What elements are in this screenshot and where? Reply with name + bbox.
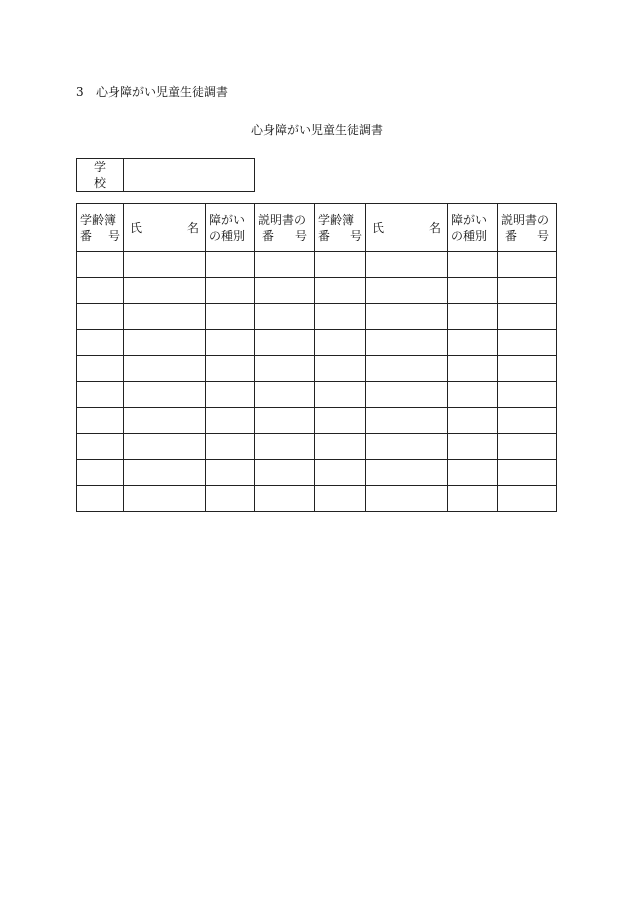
disability-type-cell[interactable] xyxy=(448,382,498,408)
statement-number-cell[interactable] xyxy=(498,486,557,512)
register-number-cell[interactable] xyxy=(315,252,366,278)
disability-type-cell[interactable] xyxy=(448,356,498,382)
statement-number-cell[interactable] xyxy=(255,356,315,382)
school-table xyxy=(76,158,255,192)
name-cell[interactable] xyxy=(124,304,206,330)
register-number-cell[interactable] xyxy=(77,408,124,434)
statement-number-cell[interactable] xyxy=(498,330,557,356)
name-cell[interactable] xyxy=(366,382,448,408)
name-cell[interactable] xyxy=(366,278,448,304)
table-row xyxy=(77,486,557,512)
header-disability-type: 障がい の種別 xyxy=(448,204,498,252)
statement-number-cell[interactable] xyxy=(498,304,557,330)
register-number-cell[interactable] xyxy=(315,330,366,356)
table-row xyxy=(77,252,557,278)
name-cell[interactable] xyxy=(366,434,448,460)
name-cell[interactable] xyxy=(366,408,448,434)
register-number-cell[interactable] xyxy=(77,486,124,512)
register-number-cell[interactable] xyxy=(315,486,366,512)
name-cell[interactable] xyxy=(366,460,448,486)
disability-type-cell[interactable] xyxy=(206,434,255,460)
name-cell[interactable] xyxy=(366,252,448,278)
disability-type-cell[interactable] xyxy=(448,252,498,278)
register-number-cell[interactable] xyxy=(77,330,124,356)
table-row xyxy=(77,356,557,382)
disability-type-cell[interactable] xyxy=(448,304,498,330)
header-name: 氏 名 xyxy=(366,204,448,252)
disability-type-cell[interactable] xyxy=(206,304,255,330)
table-header-row xyxy=(77,204,557,252)
header-disability-type: 障がい の種別 xyxy=(206,204,255,252)
register-number-cell[interactable] xyxy=(315,304,366,330)
section-title: 心身障がい児童生徒調書 xyxy=(96,85,229,99)
statement-number-cell[interactable] xyxy=(255,330,315,356)
statement-number-cell[interactable] xyxy=(255,278,315,304)
students-table xyxy=(76,203,557,512)
school-label: 学 校 xyxy=(77,159,124,192)
statement-number-cell[interactable] xyxy=(255,252,315,278)
document-title: 心身障がい児童生徒調書 xyxy=(250,123,383,137)
statement-number-cell[interactable] xyxy=(498,278,557,304)
table-row xyxy=(77,408,557,434)
statement-number-cell[interactable] xyxy=(498,356,557,382)
name-cell[interactable] xyxy=(366,486,448,512)
header-statement-number: 説明書の 番 号 xyxy=(255,204,315,252)
register-number-cell[interactable] xyxy=(77,382,124,408)
register-number-cell[interactable] xyxy=(77,304,124,330)
table-row xyxy=(77,434,557,460)
name-cell[interactable] xyxy=(124,460,206,486)
school-field[interactable] xyxy=(124,159,255,192)
disability-type-cell[interactable] xyxy=(206,252,255,278)
header-register-number: 学齢簿 番 号 xyxy=(77,204,124,252)
name-cell[interactable] xyxy=(124,252,206,278)
register-number-cell[interactable] xyxy=(77,460,124,486)
name-cell[interactable] xyxy=(366,330,448,356)
register-number-cell[interactable] xyxy=(77,278,124,304)
disability-type-cell[interactable] xyxy=(448,486,498,512)
disability-type-cell[interactable] xyxy=(448,330,498,356)
statement-number-cell[interactable] xyxy=(255,304,315,330)
table-row xyxy=(77,460,557,486)
register-number-cell[interactable] xyxy=(315,382,366,408)
disability-type-cell[interactable] xyxy=(448,278,498,304)
name-cell[interactable] xyxy=(366,304,448,330)
header-name: 氏 名 xyxy=(124,204,206,252)
name-cell[interactable] xyxy=(124,486,206,512)
register-number-cell[interactable] xyxy=(315,460,366,486)
statement-number-cell[interactable] xyxy=(255,434,315,460)
statement-number-cell[interactable] xyxy=(255,382,315,408)
name-cell[interactable] xyxy=(124,382,206,408)
section-heading xyxy=(76,84,228,100)
disability-type-cell[interactable] xyxy=(206,278,255,304)
header-statement-number: 説明書の 番 号 xyxy=(498,204,557,252)
section-number: 3 xyxy=(76,85,84,99)
name-cell[interactable] xyxy=(124,434,206,460)
table-row xyxy=(77,278,557,304)
disability-type-cell[interactable] xyxy=(206,460,255,486)
disability-type-cell[interactable] xyxy=(206,486,255,512)
name-cell[interactable] xyxy=(124,278,206,304)
disability-type-cell[interactable] xyxy=(448,434,498,460)
register-number-cell[interactable] xyxy=(315,356,366,382)
disability-type-cell[interactable] xyxy=(448,460,498,486)
statement-number-cell[interactable] xyxy=(255,460,315,486)
register-number-cell[interactable] xyxy=(315,408,366,434)
statement-number-cell[interactable] xyxy=(498,408,557,434)
name-cell[interactable] xyxy=(124,408,206,434)
disability-type-cell[interactable] xyxy=(448,408,498,434)
statement-number-cell[interactable] xyxy=(498,382,557,408)
statement-number-cell[interactable] xyxy=(498,252,557,278)
name-cell[interactable] xyxy=(124,356,206,382)
register-number-cell[interactable] xyxy=(77,252,124,278)
table-row xyxy=(77,304,557,330)
statement-number-cell[interactable] xyxy=(498,460,557,486)
table-row xyxy=(77,330,557,356)
disability-type-cell[interactable] xyxy=(206,408,255,434)
register-number-cell[interactable] xyxy=(315,278,366,304)
statement-number-cell[interactable] xyxy=(498,434,557,460)
disability-type-cell[interactable] xyxy=(206,382,255,408)
register-number-cell[interactable] xyxy=(77,434,124,460)
statement-number-cell[interactable] xyxy=(255,408,315,434)
statement-number-cell[interactable] xyxy=(255,486,315,512)
disability-type-cell[interactable] xyxy=(206,356,255,382)
table-row xyxy=(77,382,557,408)
name-cell[interactable] xyxy=(124,330,206,356)
register-number-cell[interactable] xyxy=(77,356,124,382)
name-cell[interactable] xyxy=(366,356,448,382)
disability-type-cell[interactable] xyxy=(206,330,255,356)
register-number-cell[interactable] xyxy=(315,434,366,460)
header-register-number: 学齢簿 番 号 xyxy=(315,204,366,252)
